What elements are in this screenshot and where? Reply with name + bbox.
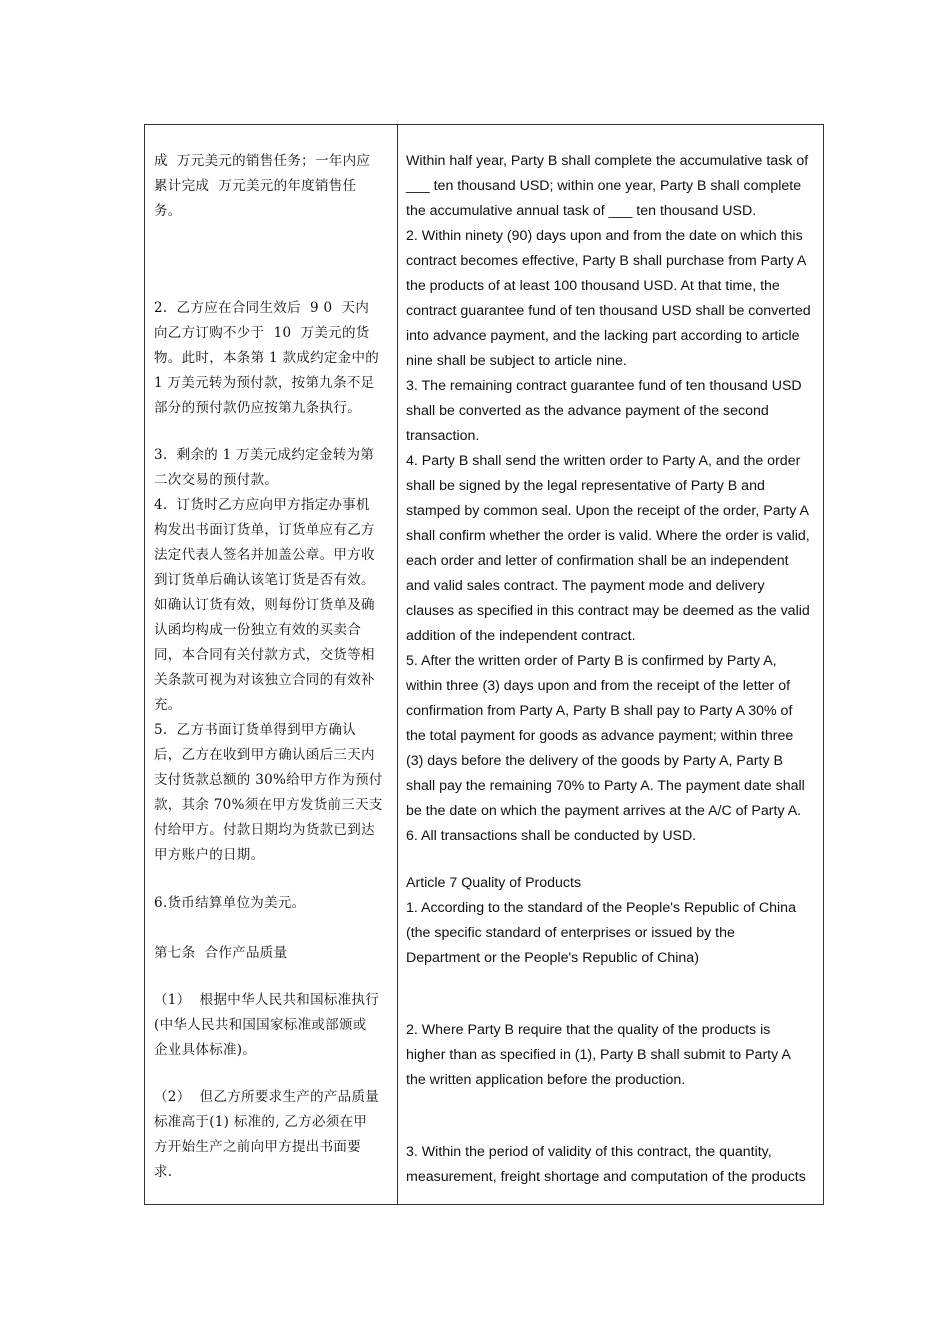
en-line: clauses as specified in this contract may be deemed as the valid bbox=[406, 603, 810, 619]
cn-line: 部分的预付款仍应按第九条执行。 bbox=[154, 400, 361, 416]
cn-line: (中华人民共和国国家标准或部颁或 bbox=[154, 1017, 367, 1033]
cn-line: 同，本合同有关付款方式，交货等相 bbox=[154, 647, 375, 663]
cn-line: 关条款可视为对该独立合同的有效补 bbox=[154, 672, 375, 688]
cn-line: 付给甲方。付款日期均为货款已到达 bbox=[154, 822, 375, 838]
en-line: each order and letter of confirmation shall be an independent bbox=[406, 553, 789, 569]
en-line: Article 7 Quality of Products bbox=[406, 875, 582, 891]
cn-line: 构发出书面订货单，订货单应有乙方 bbox=[154, 522, 375, 538]
en-line: the written application before the production. bbox=[406, 1072, 686, 1088]
english-column bbox=[398, 125, 823, 1204]
cn-line: （1） 根据中华人民共和国标准执行 bbox=[154, 992, 380, 1008]
en-line: 3. Within the period of validity of this contract, the quantity, bbox=[406, 1144, 772, 1160]
en-line: shall pay the remaining 70% to Party A. The payment date shall bbox=[406, 778, 805, 794]
en-line: contract becomes effective, Party B shall purchase from Party A bbox=[406, 253, 807, 269]
en-line: shall confirm whether the order is valid. Where the order is valid, bbox=[406, 528, 810, 544]
en-line: 2. Where Party B require that the quality of the products is bbox=[406, 1022, 771, 1038]
en-line: 5. After the written order of Party B is confirmed by Party A, bbox=[406, 653, 777, 669]
cn-line: （2） 但乙方所要求生产的产品质量 bbox=[154, 1089, 380, 1105]
cn-line: 认函均构成一份独立有效的买卖合 bbox=[154, 622, 361, 638]
en-line: ___ ten thousand USD; within one year, Party B shall complete bbox=[406, 178, 802, 194]
en-line: Within half year, Party B shall complete the accumulative task of bbox=[406, 153, 809, 169]
en-line: transaction. bbox=[406, 428, 480, 444]
cn-line: 物。此时，本条第 1 款成约定金中的 bbox=[154, 350, 380, 366]
cn-line: 成 万元美元的销售任务；一年内应 bbox=[154, 153, 371, 169]
en-line: into advance payment, and the lacking part according to article bbox=[406, 328, 800, 344]
cn-line: 向乙方订购不少于 10 万美元的货 bbox=[154, 325, 370, 341]
cn-line: 支付货款总额的 30%给甲方作为预付 bbox=[154, 772, 383, 788]
cn-line: 充。 bbox=[154, 697, 182, 713]
cn-line: 1 万美元转为预付款，按第九条不足 bbox=[154, 375, 375, 391]
en-line: (3) days before the delivery of the goods by Party A, Party B bbox=[406, 753, 783, 769]
cn-line: 求. bbox=[154, 1164, 173, 1180]
cn-line: 4. 订货时乙方应向甲方指定办事机 bbox=[154, 497, 370, 513]
en-line: confirmation from Party A, Party B shall pay to Party A 30% of bbox=[406, 703, 793, 719]
en-line: within three (3) days upon and from the receipt of the letter of bbox=[406, 678, 791, 694]
bilingual-contract-table bbox=[144, 124, 824, 1205]
en-line: measurement, freight shortage and computation of the products bbox=[406, 1169, 806, 1185]
en-line: the accumulative annual task of ___ ten thousand USD. bbox=[406, 203, 757, 219]
en-line: 4. Party B shall send the written order to Party A, and the order bbox=[406, 453, 801, 469]
en-line: shall be signed by the legal representative of Party B and bbox=[406, 478, 765, 494]
en-line: stamped by common seal. Upon the receipt of the order, Party A bbox=[406, 503, 809, 519]
en-line: 2. Within ninety (90) days upon and from the date on which this bbox=[406, 228, 803, 244]
cn-line: 2. 乙方应在合同生效后 9 0 天内 bbox=[154, 300, 370, 316]
en-line: 3. The remaining contract guarantee fund of ten thousand USD bbox=[406, 378, 802, 394]
cn-line: 甲方账户的日期。 bbox=[154, 847, 265, 863]
cn-line: 务。 bbox=[154, 203, 182, 219]
cn-line: 5. 乙方书面订货单得到甲方确认 bbox=[154, 722, 357, 738]
cn-line: 后，乙方在收到甲方确认函后三天内 bbox=[154, 747, 375, 763]
cn-line: 第七条 合作产品质量 bbox=[154, 945, 288, 961]
en-line: contract guarantee fund of ten thousand USD shall be converted bbox=[406, 303, 811, 319]
en-line: 6. All transactions shall be conducted by USD. bbox=[406, 828, 697, 844]
en-line: the products of at least 100 thousand USD. At that time, the bbox=[406, 278, 780, 294]
cn-line: 如确认订货有效，则每份订货单及确 bbox=[154, 597, 375, 613]
cn-line: 到订货单后确认该笔订货是否有效。 bbox=[154, 572, 375, 588]
en-line: 1. According to the standard of the People's Republic of China bbox=[406, 900, 796, 916]
en-line: be the date on which the payment arrives at the A/C of Party A. bbox=[406, 803, 802, 819]
en-line: addition of the independent contract. bbox=[406, 628, 636, 644]
chinese-column bbox=[145, 125, 397, 1204]
cn-line: 企业具体标准)。 bbox=[154, 1042, 257, 1058]
cn-line: 方开始生产之前向甲方提出书面要 bbox=[154, 1139, 361, 1155]
cn-line: 累计完成 万元美元的年度销售任 bbox=[154, 178, 357, 194]
en-line: shall be converted as the advance payment of the second bbox=[406, 403, 769, 419]
en-line: Department or the People's Republic of China) bbox=[406, 950, 699, 966]
cn-line: 标准高于(1) 标准的, 乙方必须在甲 bbox=[154, 1114, 368, 1130]
en-line: the total payment for goods as advance payment; within three bbox=[406, 728, 794, 744]
cn-line: 6.货币结算单位为美元。 bbox=[154, 895, 306, 911]
en-line: higher than as specified in (1), Party B shall submit to Party A bbox=[406, 1047, 791, 1063]
cn-line: 二次交易的预付款。 bbox=[154, 472, 279, 488]
en-line: (the specific standard of enterprises or issued by the bbox=[406, 925, 735, 941]
en-line: nine shall be subject to article nine. bbox=[406, 353, 627, 369]
en-line: and valid sales contract. The payment mode and delivery bbox=[406, 578, 765, 594]
cn-line: 款，其余 70%须在甲方发货前三天支 bbox=[154, 797, 383, 813]
cn-line: 3. 剩余的 1 万美元成约定金转为第 bbox=[154, 447, 375, 463]
cn-line: 法定代表人签名并加盖公章。甲方收 bbox=[154, 547, 375, 563]
